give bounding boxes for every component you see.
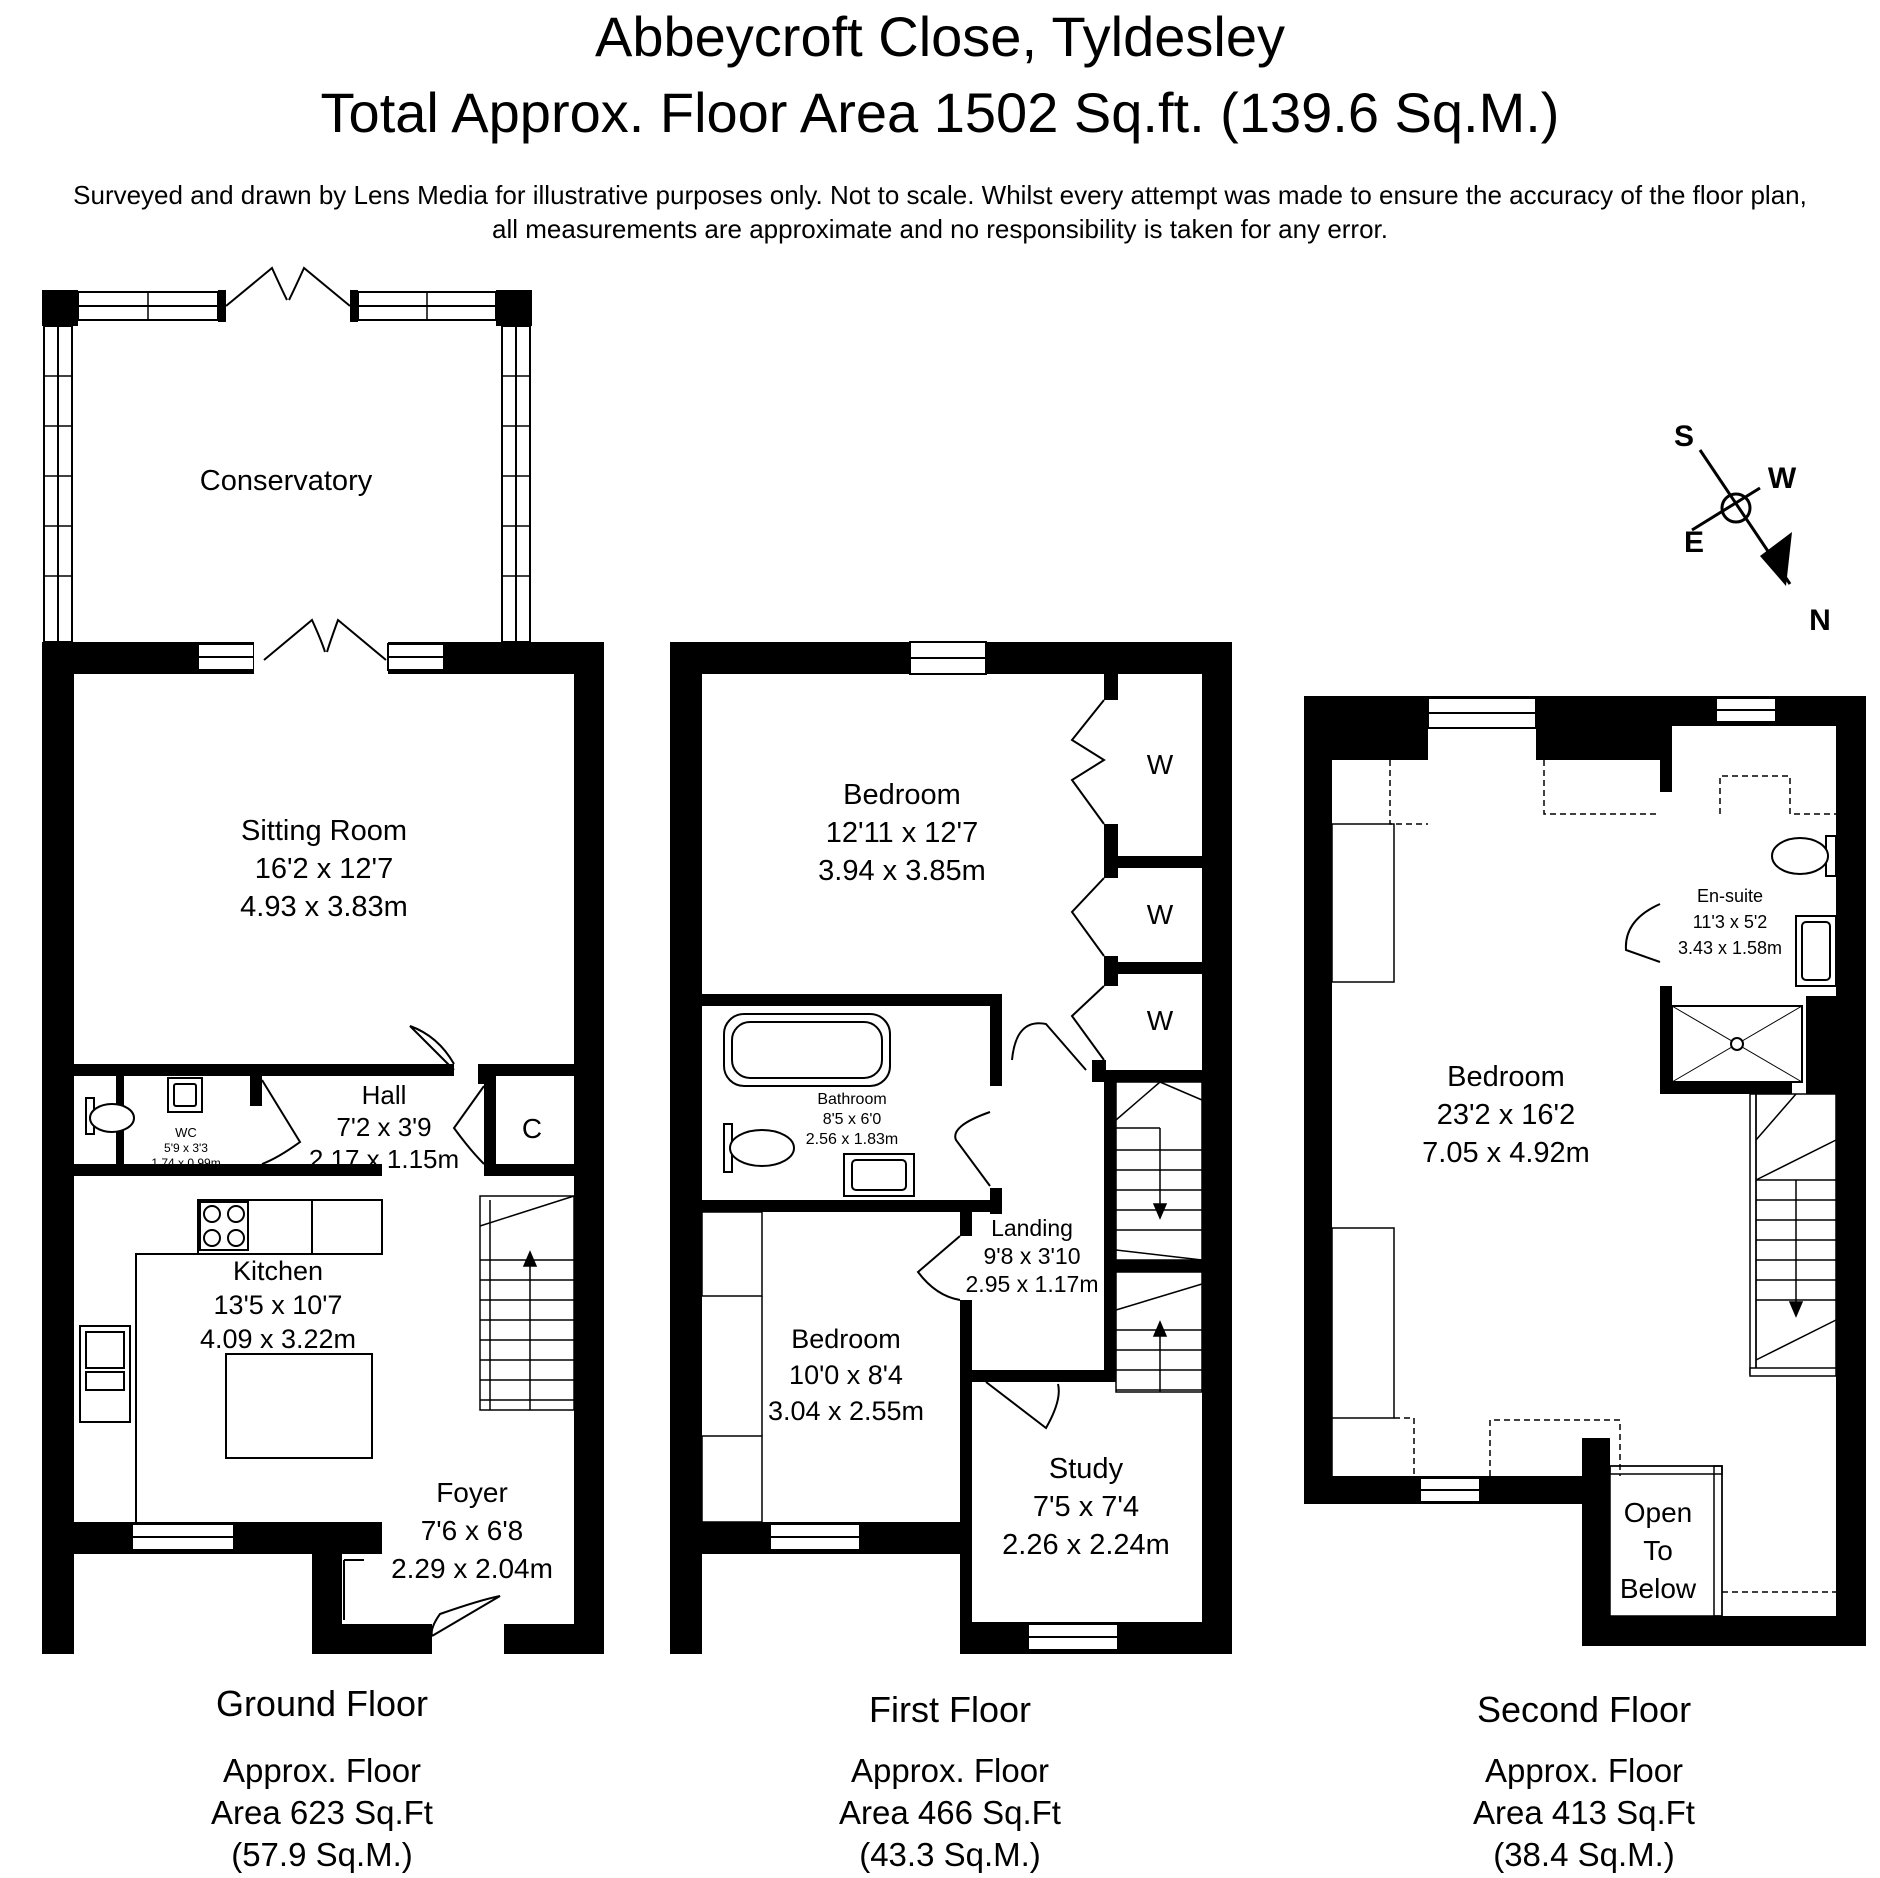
conservatory-french-doors xyxy=(226,268,350,306)
open-to-below-line1: Open xyxy=(1623,1497,1693,1528)
disclaimer-line-2: all measurements are approximate and no responsibility is taken for any error. xyxy=(492,214,1388,244)
skylights xyxy=(1390,760,1836,1592)
compass-label-w: W xyxy=(1767,462,1797,495)
second-floor-plan xyxy=(1304,696,1866,1646)
wc-imperial: 5'9 x 3'3 xyxy=(164,1141,208,1155)
ensuite-door xyxy=(1626,904,1660,962)
hall-imperial: 7'2 x 3'9 xyxy=(336,1112,432,1142)
first-floor-area-3: (43.3 Sq.M.) xyxy=(859,1836,1041,1873)
first-floor-title: First Floor xyxy=(869,1689,1031,1730)
sitting-room-metric: 4.93 x 3.83m xyxy=(240,891,408,923)
ensuite-imperial: 11'3 x 5'2 xyxy=(1692,912,1768,932)
ground-floor-area-2: Area 623 Sq.Ft xyxy=(211,1794,433,1831)
open-to-below-line3: Below xyxy=(1619,1573,1697,1604)
foyer-label: Foyer xyxy=(436,1477,508,1508)
kitchen-label: Kitchen xyxy=(232,1256,324,1286)
compass xyxy=(1674,420,1831,637)
property-title: Abbeycroft Close, Tyldesley xyxy=(595,5,1285,68)
bedroom1-metric: 3.94 x 3.85m xyxy=(818,855,986,887)
ground-floor-stairs xyxy=(480,1196,574,1410)
second-floor-area-1: Approx. Floor xyxy=(1484,1752,1684,1789)
landing-metric: 2.95 x 1.17m xyxy=(965,1271,1099,1297)
bedroom-wardrobe xyxy=(702,1212,762,1522)
bathroom-metric: 2.56 x 1.83m xyxy=(805,1131,899,1148)
total-floor-area: Total Approx. Floor Area 1502 Sq.ft. (139.6 Sq.M.) xyxy=(320,81,1560,144)
compass-label-s: S xyxy=(1673,420,1695,453)
bedroom1-label: Bedroom xyxy=(843,779,961,811)
ensuite-label: En-suite xyxy=(1696,886,1764,906)
kitchen-imperial: 13'5 x 10'7 xyxy=(213,1290,343,1320)
kitchen-metric: 4.09 x 3.22m xyxy=(199,1324,357,1354)
second-floor-walls xyxy=(1304,696,1866,1646)
compass-label-n: N xyxy=(1809,604,1831,637)
bedroom-metric: 7.05 x 4.92m xyxy=(1422,1137,1590,1169)
compass-label-e: E xyxy=(1683,526,1705,559)
bathroom-imperial: 8'5 x 6'0 xyxy=(822,1111,882,1128)
foyer-imperial: 7'6 x 6'8 xyxy=(420,1515,524,1546)
study-imperial: 7'5 x 7'4 xyxy=(1032,1491,1140,1523)
bedroom2-metric: 3.04 x 2.55m xyxy=(767,1396,925,1426)
bedroom2-label: Bedroom xyxy=(791,1324,901,1354)
second-floor-title: Second Floor xyxy=(1476,1689,1692,1730)
wardrobe2-label: W xyxy=(1146,899,1174,930)
ground-floor-area-3: (57.9 Sq.M.) xyxy=(231,1836,413,1873)
bathroom-label: Bathroom xyxy=(817,1091,887,1108)
foyer-metric: 2.29 x 2.04m xyxy=(391,1553,553,1584)
conservatory-label: Conservatory xyxy=(199,465,373,497)
second-floor-area-3: (38.4 Sq.M.) xyxy=(1493,1836,1675,1873)
bedroom1-imperial: 12'11 x 12'7 xyxy=(825,817,979,849)
first-floor-area-2: Area 466 Sq.Ft xyxy=(839,1794,1061,1831)
ground-floor-title: Ground Floor xyxy=(215,1683,429,1724)
hall-label: Hall xyxy=(361,1080,407,1110)
study-metric: 2.26 x 2.24m xyxy=(1002,1529,1170,1561)
landing-imperial: 9'8 x 3'10 xyxy=(983,1243,1081,1269)
first-floor-area-1: Approx. Floor xyxy=(850,1752,1050,1789)
landing-label: Landing xyxy=(991,1215,1073,1241)
cupboard-label: C xyxy=(521,1113,543,1144)
wc-metric: 1.74 x 0.99m xyxy=(151,1156,221,1170)
second-floor-stairs xyxy=(1750,1094,1836,1376)
sitting-room-imperial: 16'2 x 12'7 xyxy=(254,853,394,885)
study-label: Study xyxy=(1048,1453,1124,1485)
disclaimer-line-1: Surveyed and drawn by Lens Media for illustrative purposes only. Not to scale. Whilst every attempt was made to ensure the accuracy of the floor plan, xyxy=(73,180,1807,210)
wardrobe3-label: W xyxy=(1146,1005,1174,1036)
wc-label: WC xyxy=(175,1125,197,1140)
bedroom-imperial: 23'2 x 16'2 xyxy=(1436,1099,1576,1131)
kitchen-fixtures xyxy=(80,1200,382,1522)
ensuite-metric: 3.43 x 1.58m xyxy=(1677,938,1783,958)
wardrobe1-label: W xyxy=(1146,749,1174,780)
bedroom2-imperial: 10'0 x 8'4 xyxy=(789,1360,903,1390)
open-to-below-line2: To xyxy=(1643,1535,1673,1566)
dormer-walls xyxy=(1332,824,1394,1476)
ground-floor-area-1: Approx. Floor xyxy=(222,1752,422,1789)
bedroom-label: Bedroom xyxy=(1447,1061,1565,1093)
second-floor-area-2: Area 413 Sq.Ft xyxy=(1473,1794,1695,1831)
sitting-room-label: Sitting Room xyxy=(240,815,408,847)
first-floor-stairs xyxy=(1116,1082,1202,1392)
hall-metric: 2.17 x 1.15m xyxy=(308,1144,460,1174)
